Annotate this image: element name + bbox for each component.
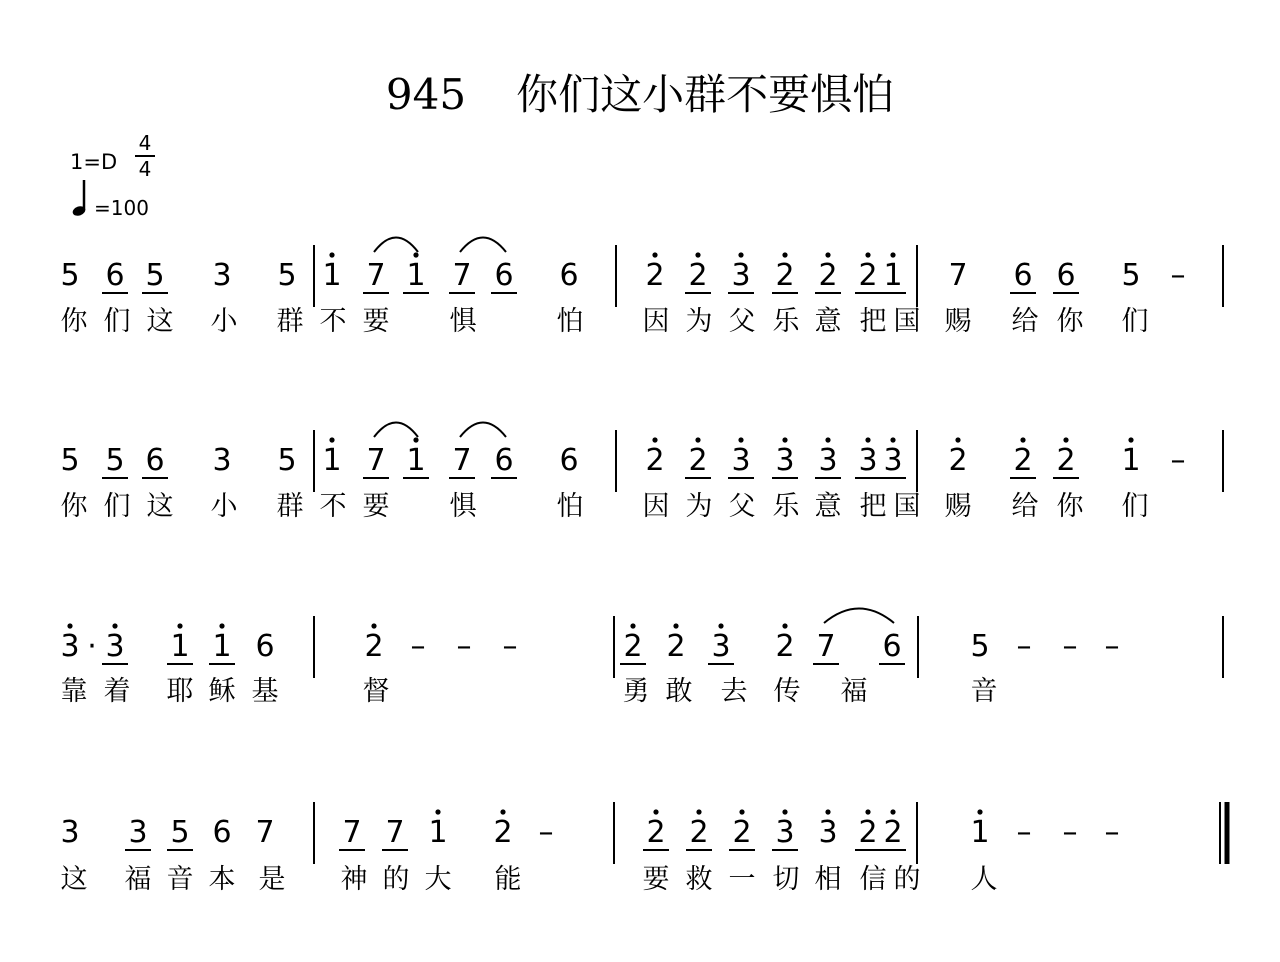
lyric-char: 因 bbox=[642, 306, 670, 337]
octave-dot bbox=[695, 437, 700, 442]
dash-mark: – bbox=[1104, 629, 1120, 664]
lyric-char: 着 bbox=[103, 676, 131, 707]
dash-mark: – bbox=[1016, 815, 1032, 850]
lyric-char: 不 bbox=[319, 306, 347, 337]
lyric-char: 不 bbox=[319, 491, 347, 522]
note: 1 bbox=[1121, 443, 1141, 478]
note: 2 bbox=[818, 258, 838, 293]
octave-dot bbox=[696, 809, 701, 814]
octave-dot bbox=[112, 623, 117, 628]
octave-dot bbox=[219, 623, 224, 628]
octave-dot bbox=[329, 437, 334, 442]
lyric-char: 意 bbox=[814, 491, 842, 522]
dot-mark: · bbox=[87, 629, 97, 664]
note: 3 bbox=[731, 258, 751, 293]
dash-mark: – bbox=[502, 629, 518, 664]
lyric-char: 们 bbox=[103, 491, 131, 522]
note: 7 bbox=[366, 258, 386, 293]
note: 7 bbox=[948, 258, 968, 293]
lyric-char: 要 bbox=[362, 491, 390, 522]
note: 3 bbox=[818, 815, 838, 850]
lyric-char: 这 bbox=[146, 306, 174, 337]
note: 3 bbox=[775, 815, 795, 850]
octave-dot bbox=[630, 623, 635, 628]
lyric-char: 救 bbox=[685, 864, 713, 895]
octave-dot bbox=[413, 437, 418, 442]
lyric-char: 稣 bbox=[208, 676, 236, 707]
note: 6 bbox=[559, 443, 579, 478]
note: 1 bbox=[883, 258, 903, 293]
note: 2 bbox=[493, 815, 513, 850]
lyric-char: 小 bbox=[210, 306, 238, 337]
octave-dot bbox=[718, 623, 723, 628]
octave-dot bbox=[413, 252, 418, 257]
time-signature-bottom: 4 bbox=[138, 157, 152, 181]
octave-dot bbox=[825, 252, 830, 257]
note: 2 bbox=[775, 258, 795, 293]
lyric-char: 们 bbox=[1121, 306, 1149, 337]
octave-dot bbox=[890, 437, 895, 442]
octave-dot bbox=[865, 809, 870, 814]
octave-dot bbox=[738, 437, 743, 442]
note: 7 bbox=[816, 629, 836, 664]
note: 1 bbox=[406, 258, 426, 293]
lyric-char: 你 bbox=[60, 491, 88, 522]
octave-dot bbox=[739, 809, 744, 814]
note: 2 bbox=[1056, 443, 1076, 478]
octave-dot bbox=[865, 252, 870, 257]
lyric-char: 靠 bbox=[60, 676, 88, 707]
note: 6 bbox=[494, 443, 514, 478]
lyric-char: 督 bbox=[362, 676, 390, 707]
note: 1 bbox=[406, 443, 426, 478]
tie-arc bbox=[460, 238, 506, 253]
note: 2 bbox=[732, 815, 752, 850]
hymn-title: 你们这小群不要惧怕 bbox=[516, 70, 895, 119]
lyric-char: 去 bbox=[720, 676, 748, 707]
lyric-char: 给 bbox=[1011, 306, 1039, 337]
lyric-char: 耶 bbox=[166, 676, 194, 707]
octave-dot bbox=[825, 437, 830, 442]
lyric-char: 这 bbox=[60, 864, 88, 895]
note: 5 bbox=[60, 443, 80, 478]
lyric-char: 基 bbox=[251, 676, 279, 707]
lyric-char: 一 bbox=[728, 864, 756, 895]
tie-arc bbox=[824, 609, 894, 624]
octave-dot bbox=[782, 623, 787, 628]
lyric-char: 赐 bbox=[944, 491, 972, 522]
octave-dot bbox=[435, 809, 440, 814]
octave-dot bbox=[1020, 437, 1025, 442]
note: 6 bbox=[145, 443, 165, 478]
lyric-char: 怕 bbox=[556, 306, 584, 337]
lyric-char: 切 bbox=[772, 864, 800, 895]
note: 5 bbox=[170, 815, 190, 850]
octave-dot bbox=[782, 809, 787, 814]
octave-dot bbox=[825, 809, 830, 814]
note: 7 bbox=[452, 443, 472, 478]
note: 1 bbox=[170, 629, 190, 664]
note: 5 bbox=[145, 258, 165, 293]
lyric-char: 勇 bbox=[622, 676, 650, 707]
lyric-char: 你 bbox=[1056, 491, 1084, 522]
octave-dot bbox=[890, 252, 895, 257]
lyric-char: 敢 bbox=[665, 676, 693, 707]
lyric-char: 的 bbox=[382, 864, 410, 895]
lyric-char: 是 bbox=[258, 864, 286, 895]
note: 2 bbox=[645, 443, 665, 478]
lyric-char: 惧 bbox=[449, 306, 477, 337]
note: 6 bbox=[559, 258, 579, 293]
lyric-char: 小 bbox=[210, 491, 238, 522]
lyric-char: 人 bbox=[970, 864, 998, 895]
note: 2 bbox=[623, 629, 643, 664]
lyric-char: 把 bbox=[859, 491, 887, 522]
note: 2 bbox=[646, 815, 666, 850]
note: 3 bbox=[858, 443, 878, 478]
note: 6 bbox=[494, 258, 514, 293]
octave-dot bbox=[977, 809, 982, 814]
lyric-char: 本 bbox=[208, 864, 236, 895]
lyric-char: 国 bbox=[893, 306, 921, 337]
lyric-char: 相 bbox=[814, 864, 842, 895]
dash-mark: – bbox=[410, 629, 426, 664]
lyric-char: 的 bbox=[893, 864, 921, 895]
lyric-char: 们 bbox=[1121, 491, 1149, 522]
note: 3 bbox=[60, 815, 80, 850]
note: 2 bbox=[858, 815, 878, 850]
lyric-char: 你 bbox=[1056, 306, 1084, 337]
note: 3 bbox=[128, 815, 148, 850]
dash-mark: – bbox=[1016, 629, 1032, 664]
note: 2 bbox=[688, 258, 708, 293]
lyric-char: 乐 bbox=[772, 306, 800, 337]
note: 1 bbox=[212, 629, 232, 664]
note: 3 bbox=[105, 629, 125, 664]
note: 1 bbox=[322, 258, 342, 293]
octave-dot bbox=[652, 437, 657, 442]
note: 3 bbox=[731, 443, 751, 478]
lyric-char: 赐 bbox=[944, 306, 972, 337]
note: 7 bbox=[255, 815, 275, 850]
lyric-char: 群 bbox=[276, 306, 304, 337]
lyric-char: 要 bbox=[642, 864, 670, 895]
lyric-char: 福 bbox=[840, 676, 868, 707]
octave-dot bbox=[695, 252, 700, 257]
lyric-char: 乐 bbox=[772, 491, 800, 522]
octave-dot bbox=[177, 623, 182, 628]
note: 2 bbox=[775, 629, 795, 664]
lyric-char: 能 bbox=[494, 864, 522, 895]
note: 5 bbox=[60, 258, 80, 293]
note: 7 bbox=[342, 815, 362, 850]
note: 3 bbox=[711, 629, 731, 664]
tie-arc bbox=[374, 423, 418, 438]
octave-dot bbox=[955, 437, 960, 442]
note: 2 bbox=[858, 258, 878, 293]
time-signature-top: 4 bbox=[138, 131, 152, 155]
note: 7 bbox=[385, 815, 405, 850]
lyric-char: 意 bbox=[814, 306, 842, 337]
note: 2 bbox=[645, 258, 665, 293]
lyric-char: 为 bbox=[685, 306, 713, 337]
note: 3 bbox=[212, 258, 232, 293]
lyric-char: 传 bbox=[773, 676, 801, 707]
tempo-marking: =100 bbox=[94, 196, 149, 220]
note: 1 bbox=[970, 815, 990, 850]
lyric-char: 大 bbox=[424, 864, 452, 895]
note: 5 bbox=[277, 443, 297, 478]
note: 3 bbox=[212, 443, 232, 478]
note: 3 bbox=[775, 443, 795, 478]
note: 3 bbox=[60, 629, 80, 664]
lyric-char: 音 bbox=[970, 676, 998, 707]
dash-mark: – bbox=[1062, 629, 1078, 664]
key-signature: 1=D bbox=[70, 150, 118, 174]
lyric-char: 这 bbox=[146, 491, 174, 522]
lyric-char: 国 bbox=[893, 491, 921, 522]
note: 2 bbox=[364, 629, 384, 664]
lyric-char: 父 bbox=[728, 306, 756, 337]
lyric-char: 们 bbox=[103, 306, 131, 337]
note: 6 bbox=[105, 258, 125, 293]
note: 6 bbox=[212, 815, 232, 850]
lyric-char: 惧 bbox=[449, 491, 477, 522]
octave-dot bbox=[652, 252, 657, 257]
octave-dot bbox=[865, 437, 870, 442]
lyric-char: 为 bbox=[685, 491, 713, 522]
octave-dot bbox=[653, 809, 658, 814]
note: 6 bbox=[255, 629, 275, 664]
tie-arc bbox=[460, 423, 506, 438]
dash-mark: – bbox=[456, 629, 472, 664]
lyric-char: 神 bbox=[340, 864, 368, 895]
lyric-char: 怕 bbox=[556, 491, 584, 522]
note: 1 bbox=[428, 815, 448, 850]
octave-dot bbox=[329, 252, 334, 257]
octave-dot bbox=[738, 252, 743, 257]
lyric-char: 你 bbox=[60, 306, 88, 337]
lyric-char: 因 bbox=[642, 491, 670, 522]
lyric-char: 要 bbox=[362, 306, 390, 337]
lyric-char: 福 bbox=[124, 864, 152, 895]
note: 2 bbox=[948, 443, 968, 478]
octave-dot bbox=[500, 809, 505, 814]
note: 2 bbox=[1013, 443, 1033, 478]
dash-mark: – bbox=[538, 815, 554, 850]
note: 3 bbox=[818, 443, 838, 478]
hymn-number: 945 bbox=[385, 70, 467, 119]
lyric-char: 群 bbox=[276, 491, 304, 522]
tie-arc bbox=[374, 238, 418, 253]
dash-mark: – bbox=[1104, 815, 1120, 850]
note: 3 bbox=[883, 443, 903, 478]
lyric-char: 给 bbox=[1011, 491, 1039, 522]
note: 7 bbox=[452, 258, 472, 293]
octave-dot bbox=[1063, 437, 1068, 442]
octave-dot bbox=[371, 623, 376, 628]
note: 5 bbox=[105, 443, 125, 478]
note: 6 bbox=[882, 629, 902, 664]
octave-dot bbox=[782, 252, 787, 257]
lyric-char: 信 bbox=[859, 864, 887, 895]
octave-dot bbox=[1128, 437, 1133, 442]
octave-dot bbox=[673, 623, 678, 628]
note: 6 bbox=[1013, 258, 1033, 293]
note: 7 bbox=[366, 443, 386, 478]
dash-mark: – bbox=[1170, 443, 1186, 478]
note: 2 bbox=[883, 815, 903, 850]
note: 6 bbox=[1056, 258, 1076, 293]
octave-dot bbox=[890, 809, 895, 814]
dash-mark: – bbox=[1170, 258, 1186, 293]
note: 5 bbox=[970, 629, 990, 664]
note: 5 bbox=[1121, 258, 1141, 293]
lyric-char: 把 bbox=[859, 306, 887, 337]
dash-mark: – bbox=[1062, 815, 1078, 850]
octave-dot bbox=[782, 437, 787, 442]
note: 2 bbox=[688, 443, 708, 478]
lyric-char: 父 bbox=[728, 491, 756, 522]
note: 1 bbox=[322, 443, 342, 478]
note: 2 bbox=[666, 629, 686, 664]
lyric-char: 音 bbox=[166, 864, 194, 895]
note: 2 bbox=[689, 815, 709, 850]
note: 5 bbox=[277, 258, 297, 293]
octave-dot bbox=[67, 623, 72, 628]
